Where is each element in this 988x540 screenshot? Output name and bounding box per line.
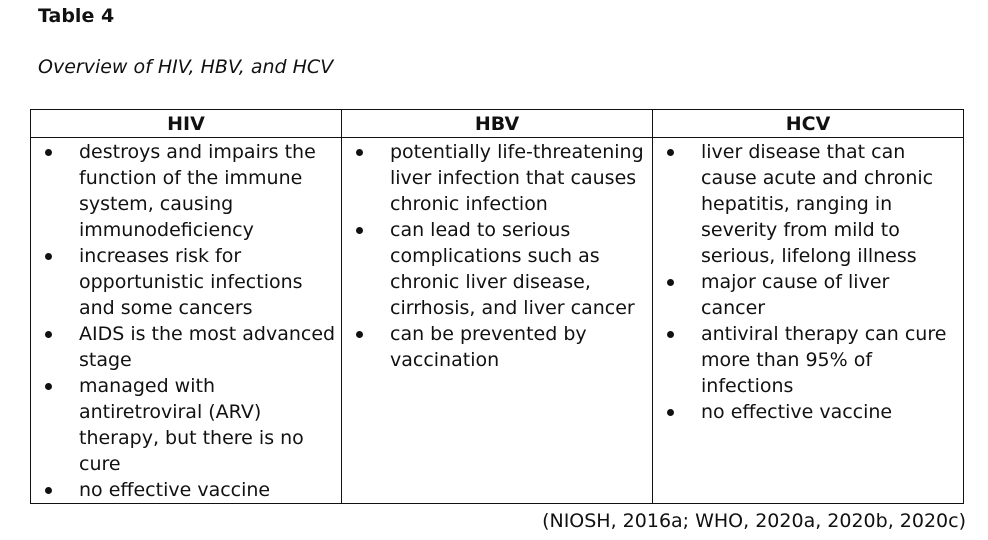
bullet-icon — [45, 331, 52, 338]
header-hbv: HBV — [342, 110, 653, 138]
list-item-text: managed with antiretroviral (ARV) therapy, but there is no cure — [79, 375, 304, 475]
list-item — [653, 321, 963, 399]
list-item-text: no effective vaccine — [701, 401, 893, 423]
bullet-icon — [45, 149, 52, 156]
table-number-label: Table 4 — [38, 5, 115, 27]
hiv-cell — [31, 138, 342, 504]
list-item-text: destroys and impairs the function of the immune system, causing immunodeficiency — [79, 141, 316, 241]
bullet-icon — [356, 331, 363, 338]
bullet-icon — [667, 331, 674, 338]
list-item-text: potentially life-threatening liver infection that causes chronic infection — [390, 141, 644, 215]
list-item — [31, 139, 341, 243]
list-item — [342, 217, 652, 321]
overview-table — [30, 109, 964, 504]
list-item — [653, 269, 963, 321]
bullet-icon — [667, 279, 674, 286]
list-item — [31, 373, 341, 477]
list-item — [31, 321, 341, 373]
list-item-text: can lead to serious complications such as chronic liver disease, cirrhosis, and liver cancer — [390, 219, 635, 319]
list-item — [342, 321, 652, 373]
list-item — [653, 399, 963, 425]
bullet-icon — [667, 149, 674, 156]
table-header-row — [31, 110, 964, 138]
header-hiv: HIV — [31, 110, 342, 138]
hbv-cell — [342, 138, 653, 504]
bullet-icon — [356, 149, 363, 156]
bullet-icon — [45, 383, 52, 390]
list-item — [653, 139, 963, 269]
table-body-row — [31, 138, 964, 504]
list-item-text: antiviral therapy can cure more than 95% of infections — [701, 323, 947, 397]
hbv-bullet-list — [342, 138, 652, 373]
list-item-text: AIDS is the most advanced stage — [79, 323, 336, 371]
header-hcv: HCV — [653, 110, 964, 138]
list-item-text: can be prevented by vaccination — [390, 323, 587, 371]
bullet-icon — [667, 409, 674, 416]
source-citation: (NIOSH, 2016a; WHO, 2020a, 2020b, 2020c) — [542, 510, 966, 532]
table-caption: Overview of HIV, HBV, and HCV — [38, 56, 334, 78]
list-item — [342, 139, 652, 217]
list-item — [31, 477, 341, 503]
hcv-cell — [653, 138, 964, 504]
bullet-icon — [45, 253, 52, 260]
list-item-text: liver disease that can cause acute and chronic hepatitis, ranging in severity from mild to serious, lifelong illness — [701, 141, 934, 267]
hcv-bullet-list — [653, 138, 963, 425]
list-item-text: increases risk for opportunistic infections and some cancers — [79, 245, 303, 319]
bullet-icon — [45, 487, 52, 494]
bullet-icon — [356, 227, 363, 234]
list-item-text: major cause of liver cancer — [701, 271, 890, 319]
list-item — [31, 243, 341, 321]
hiv-bullet-list — [31, 138, 341, 503]
list-item-text: no effective vaccine — [79, 479, 271, 501]
